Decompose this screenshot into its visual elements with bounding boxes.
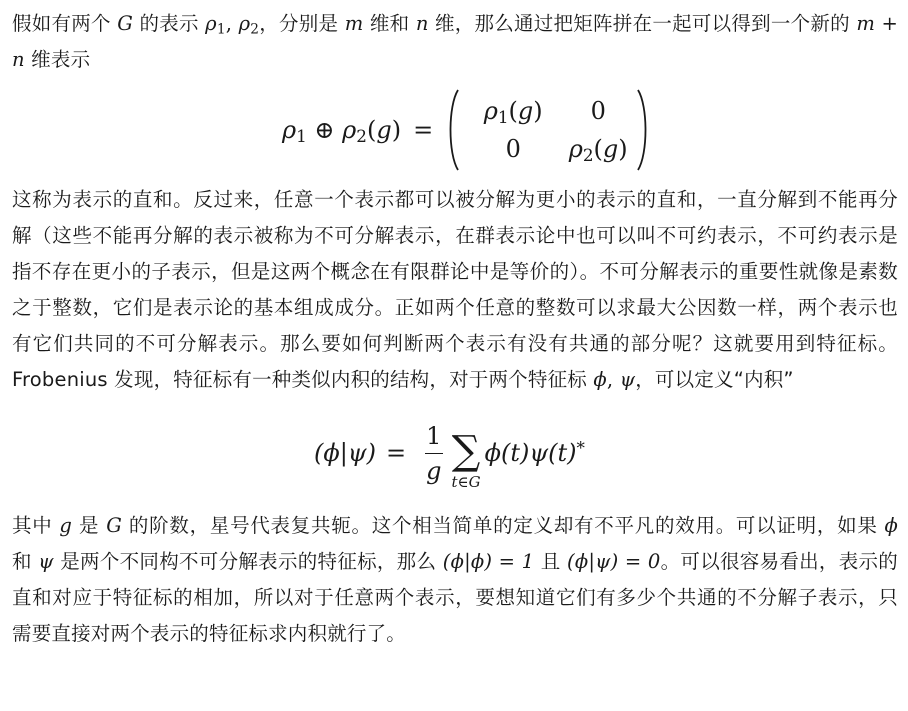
block-diagonal-matrix bbox=[445, 88, 651, 172]
math-comma: , bbox=[225, 12, 239, 35]
math-inner-product-phi-phi: (ϕ|ϕ) = 1 bbox=[442, 550, 535, 573]
left-paren-icon bbox=[445, 88, 461, 172]
text-segment: ，可以定义“内积” bbox=[635, 368, 794, 391]
math-symbol-g: g bbox=[59, 514, 73, 537]
text-segment: 的阶数，星号代表复共轭。这个相当简单的定义却有不平凡的效用。可以证明，如果 bbox=[121, 514, 885, 537]
text-segment: 是两个不同构不可分解表示的特征标，那么 bbox=[53, 550, 443, 573]
matrix-entry-21: 0 bbox=[505, 135, 521, 163]
equals-sign: = bbox=[386, 439, 407, 467]
text-segment: 的表示 bbox=[133, 12, 206, 35]
math-psi: ψ bbox=[38, 550, 54, 573]
math-rho1: $\rho_1$ bbox=[205, 12, 226, 38]
math-phi: ϕ bbox=[884, 514, 898, 537]
equation-inner-product bbox=[12, 398, 898, 508]
math-psi: ψ bbox=[619, 368, 636, 391]
matrix-entry-22: $\rho_2(g)$ bbox=[568, 135, 628, 166]
fraction-one-over-g bbox=[424, 422, 443, 485]
equals-sign: = bbox=[413, 116, 434, 144]
text-segment: 是 bbox=[72, 514, 107, 537]
sigma-icon: ∑ bbox=[451, 428, 481, 474]
text-segment: 和 bbox=[12, 550, 39, 573]
text-segment: 维表示 bbox=[24, 48, 91, 71]
paragraph-decomposition bbox=[12, 182, 898, 398]
math-symbol-m: m bbox=[344, 12, 364, 35]
text-segment: 假如有两个 bbox=[12, 12, 118, 35]
math-rho2: $\rho_2$ bbox=[238, 12, 260, 38]
paragraph-orthogonality bbox=[12, 508, 898, 652]
text-segment: ，分别是 bbox=[259, 12, 345, 35]
math-symbol-n: n bbox=[415, 12, 429, 35]
math-symbol-G: G bbox=[117, 12, 133, 35]
matrix-entry-12: 0 bbox=[590, 97, 606, 125]
equation-lhs: (ϕ|ψ) bbox=[314, 439, 376, 467]
math-comma: , bbox=[606, 368, 620, 391]
paragraph-direct-sum-intro bbox=[12, 6, 898, 78]
text-segment: 且 bbox=[534, 550, 568, 573]
summation-index: t∈G bbox=[451, 473, 481, 491]
math-plus: + bbox=[875, 12, 899, 35]
equation-lhs: $\rho_1$ ⊕ $\rho_2(g)$ bbox=[282, 116, 402, 147]
fraction-denominator: g bbox=[426, 456, 442, 485]
math-symbol-m: m bbox=[856, 12, 876, 35]
matrix-entry-11: $\rho_1(g)$ bbox=[483, 97, 543, 128]
math-symbol-n: n bbox=[12, 48, 25, 71]
text-segment: 维和 bbox=[363, 12, 416, 35]
text-segment: 维，那么通过把矩阵拼在一起可以得到一个新的 bbox=[428, 12, 857, 35]
equation-rhs: ϕ(t)ψ(t)* bbox=[484, 437, 585, 467]
text-segment: 。可以很容易看出，表示的直和对应于特征标的相加，所以对于任意两个表示，要想知道它们有多少个共通的不分解子表示，只需要直接对两个表示的特征标求内积就行了。 bbox=[12, 550, 899, 645]
article-body bbox=[12, 6, 898, 652]
math-inner-product-phi-psi: (ϕ|ψ) = 0 bbox=[567, 550, 661, 573]
fraction-bar bbox=[425, 453, 443, 454]
equation-direct-sum bbox=[12, 78, 898, 182]
right-paren-icon bbox=[635, 88, 651, 172]
math-phi: ϕ bbox=[593, 368, 607, 391]
text-segment: 其中 bbox=[12, 514, 60, 537]
text-segment: 这称为表示的直和。反过来，任意一个表示都可以被分解为更小的表示的直和，一直分解到不能再分解（这些不能再分解的表示被称为不可分解表示，在群表示论中也可以叫不可约表示，不可约表示是指不存在更小的子表示，但是这两个概念在有限群论中是等价的）。不可分解表示的重要性就像是素数之于整数，它们是表示论的基本组成成分。正如两个任意的整数可以求最大公因数一样，两个表示也有它们共同的不可分解表示。那么要如何判断两个表示有没有共通的部分呢？这就要用到特征标。Frobenius 发现，特征标有一种类似内积的结构，对于两个特征标 bbox=[12, 188, 898, 391]
math-symbol-G: G bbox=[106, 514, 122, 537]
fraction-numerator: 1 bbox=[426, 421, 442, 450]
summation bbox=[451, 428, 481, 491]
